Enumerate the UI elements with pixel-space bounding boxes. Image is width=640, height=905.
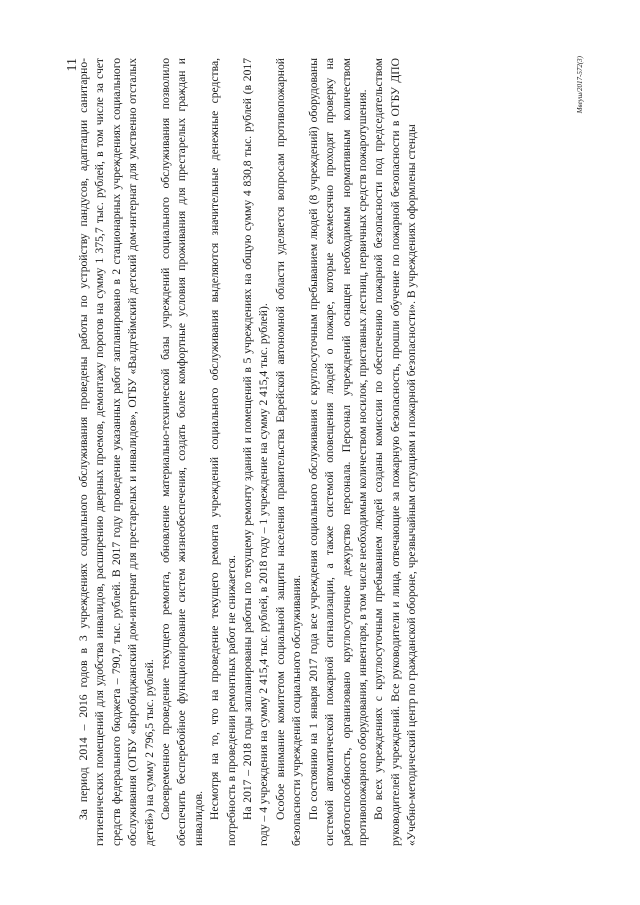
paragraph: Во всех учреждениях с круглосуточным пребыванием людей созданы комиссии по обеспечению пожарной безопасности под председательством руководителей учреждений. Все руководители и лица, отвечающие за пожарную безопасность, прошли обучение по пожарной безопасности в ОГБУ ДПО «Учебно-методический центр по гражданской обороне, чрезвычайным ситуациям и пожарной безопасности». В учреждениях оформлены стенды xyxy=(372,58,419,846)
paragraph: Своевременное проведение текущего ремонта, обновление материально-технической базы учреждений социального обслуживания позволило обеспечить бесперебойное функционирование систем жизнеобеспечения, создать более комфортные условия проживания для престарелых граждан и инвалидов. xyxy=(159,58,205,846)
page-number: 11 xyxy=(65,58,80,72)
paragraph: По состоянию на 1 января 2017 года все учреждения социального обслуживания с круглосуточным пребыванием людей (8 учреждений) оборудованы системой автоматической пожарной сигнализации, а также системой оповещения людей о пожаре, которые ежемесячно проходят проверку на работоспособность, организовано круглосуточное дежурство персонала. Персонал учреждений оснащен необходимым нормативным количеством противопожарного оборудования, инвентаря, в том числе необходимым количеством носилок, приставных лестниц, первичных средств пожаротушения. xyxy=(306,58,369,846)
paragraph: Несмотря на то, что на проведение текущего ремонта учреждений социального обслуживания выделяются значительные денежные средства, потребность в проведении ремонтных работ не снижается. xyxy=(208,58,238,846)
paragraph: За период 2014 – 2016 годов в 3 учреждениях социального обслуживания проведены работы по устройству пандусов, адаптации санитарно-гигиенических помещений для удобства инвалидов, расширению дверных проемов, демонтажу порогов на сумму 1 375,7 тыс. рублей, в том числе за счет средств федерального бюджета – 790,7 тыс. рублей. В 2017 году проведение указанных работ запланировано в 2 стационарных учреждениях социального обслуживания (ОГБУ «Биробиджанский дом-интернат для престарелых и инвалидов», ОГБУ «Валдгеймский детский дом-интернат для умственно отсталых детей») на сумму 2 796,5 тыс. рублей. xyxy=(77,58,156,846)
document-body xyxy=(76,58,421,846)
paragraph: На 2017 – 2018 годы запланированы работы по текущему ремонту зданий и помещений в 5 учреждениях на общую сумму 4 830,8 тыс. рублей (в 2017 году – 4 учреждения на сумму 2 415,4 тыс. рублей, в 2018 году – 1 учреждение на сумму 2 415,4 тыс. рублей). xyxy=(241,58,271,846)
rotated-text-sheet xyxy=(50,52,590,852)
paragraph: Особое внимание комитетом социальной защиты населения правительства Еврейской автономной области уделяется вопросам противопожарной безопасности учреждений социального обслуживания. xyxy=(273,58,304,846)
document-code: Мвеуш/2017-572(3) xyxy=(576,56,584,114)
